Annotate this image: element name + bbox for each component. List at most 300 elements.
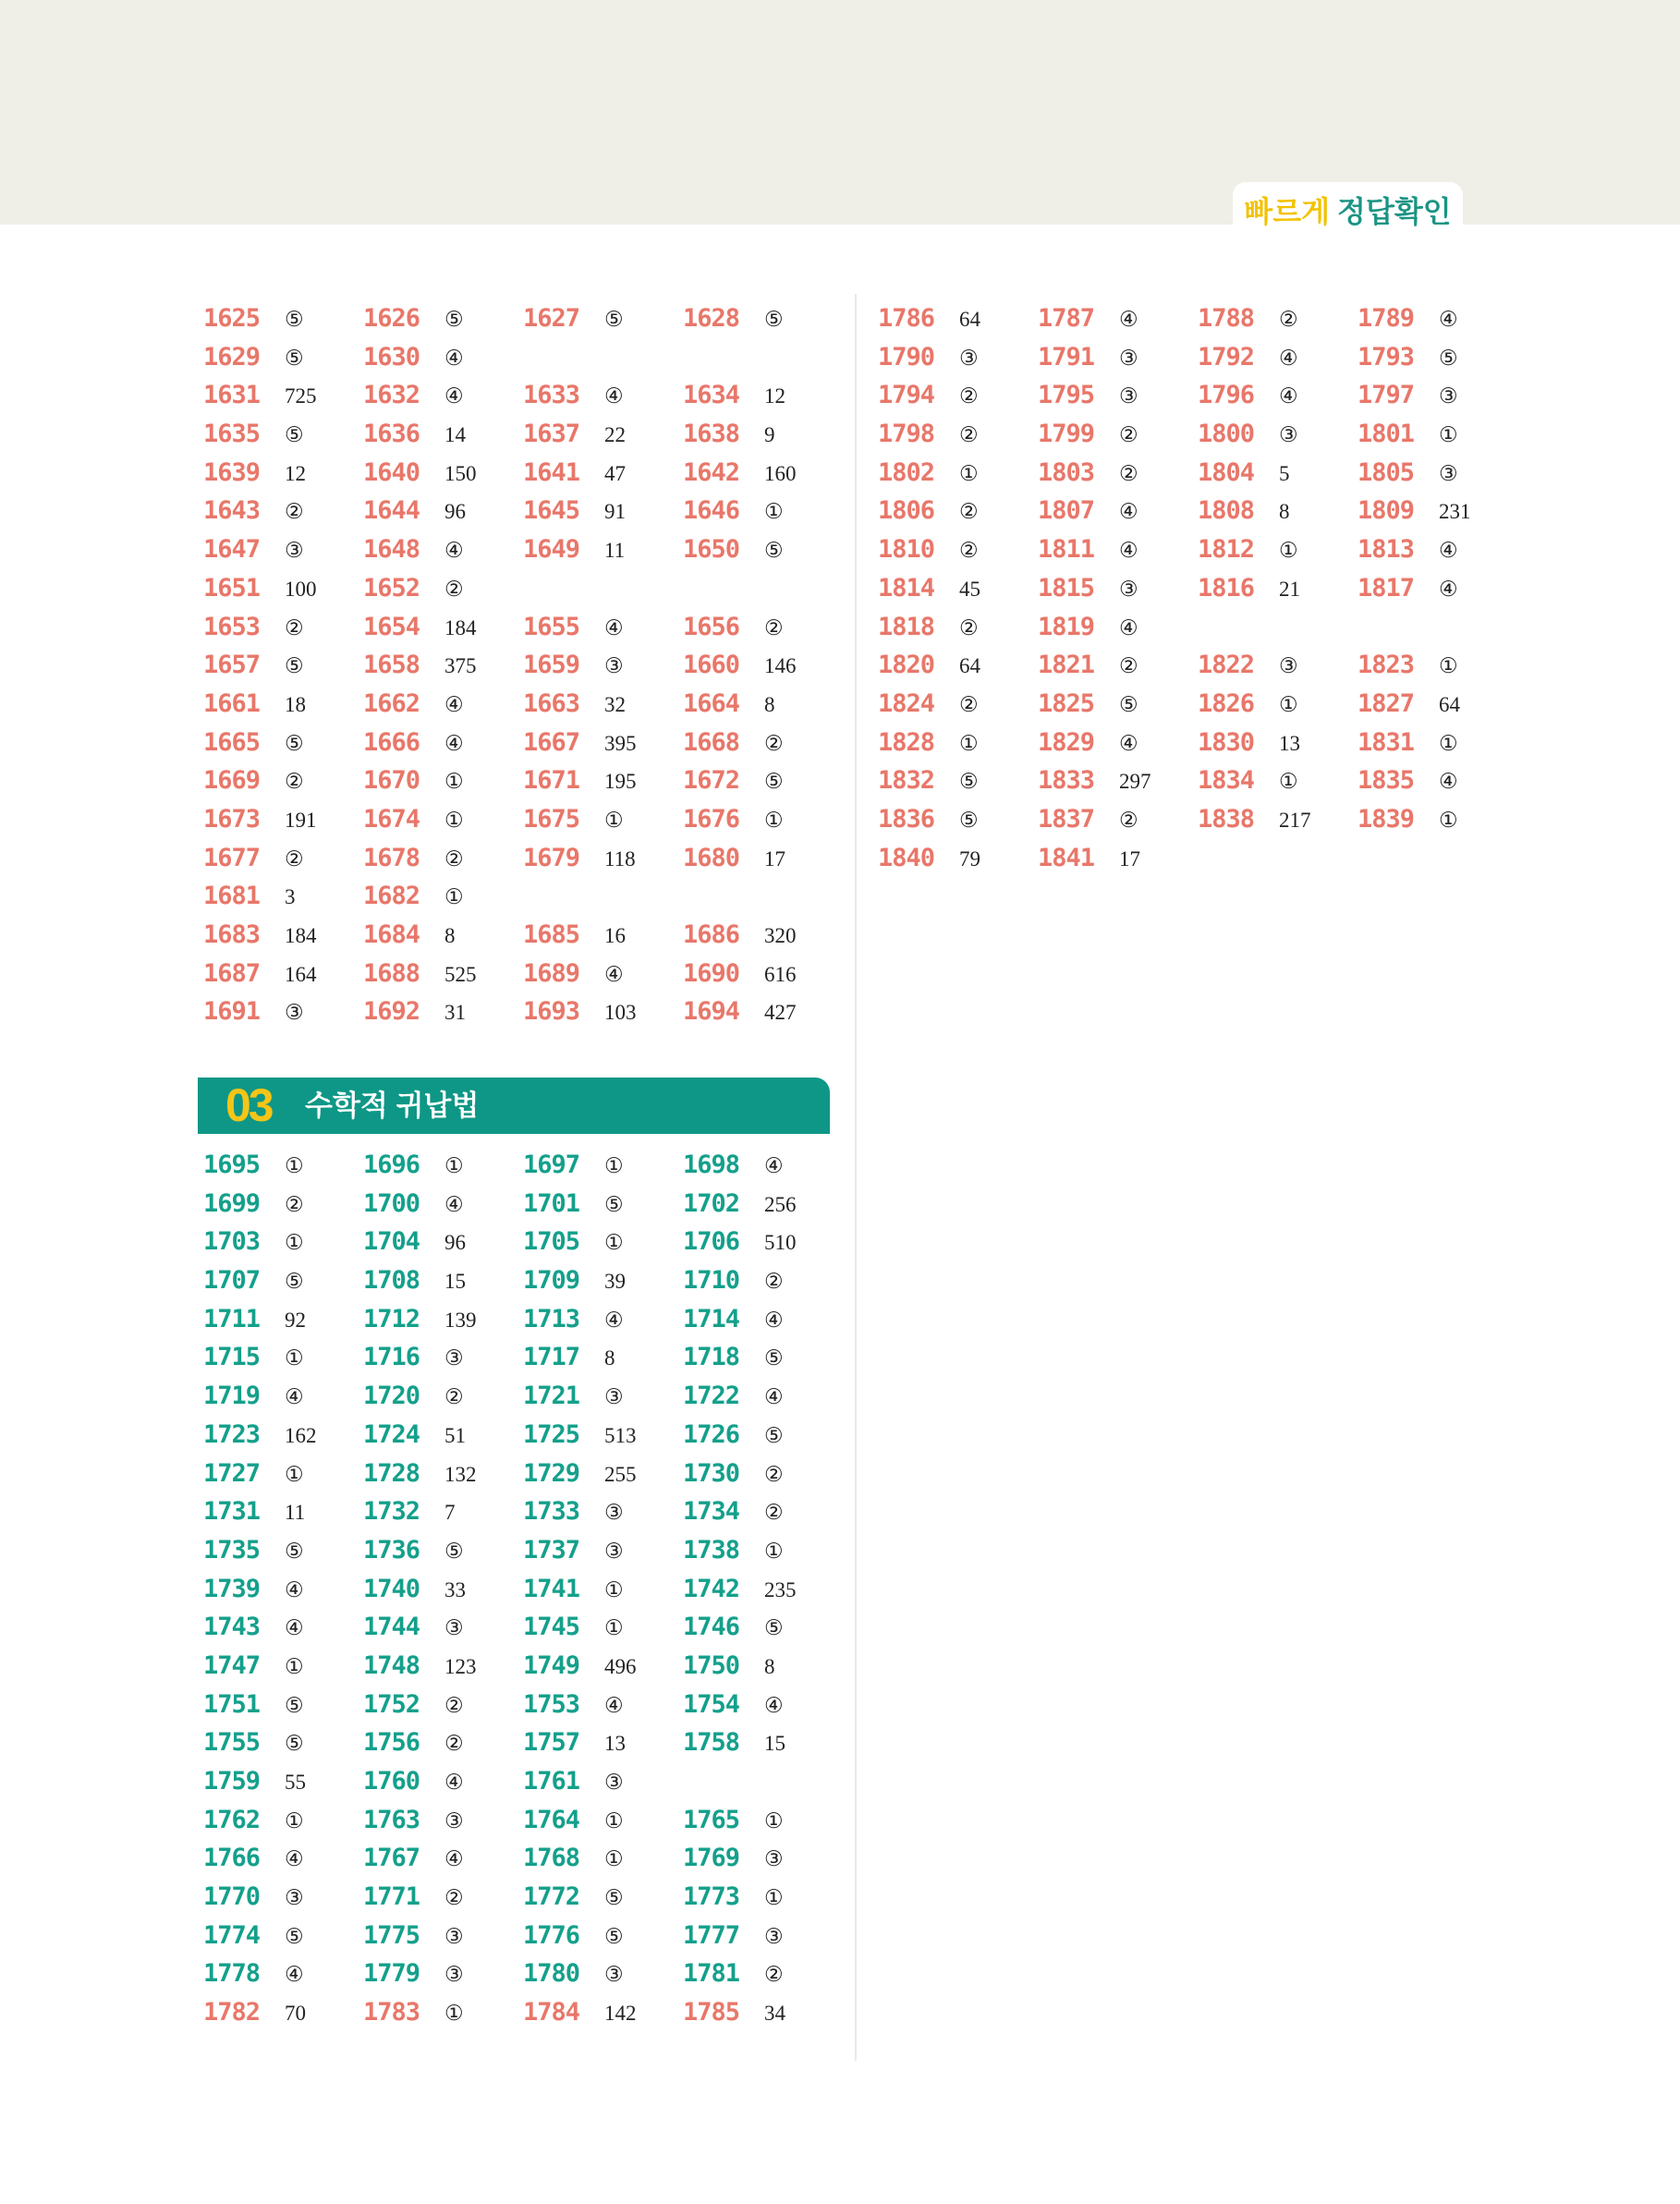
problem-number: 1640 xyxy=(363,457,420,487)
answer-entry xyxy=(523,1300,683,1343)
answer-entry xyxy=(203,992,363,1035)
answer-row xyxy=(878,569,1517,608)
answer-entry xyxy=(683,1261,843,1304)
answer-value: ⑤ xyxy=(764,1346,784,1370)
problem-number: 1702 xyxy=(683,1188,740,1218)
answer-value: 39 xyxy=(604,1270,626,1294)
answer-value: ④ xyxy=(604,962,624,986)
answer-value: ① xyxy=(1439,731,1458,755)
answer-value: ① xyxy=(764,1808,784,1833)
answer-entry xyxy=(523,1338,683,1381)
answer-value: ① xyxy=(764,1886,784,1910)
answer-entry xyxy=(683,1416,843,1458)
answer-value: ② xyxy=(1119,808,1138,832)
answer-value: ② xyxy=(959,500,979,524)
problem-number: 1739 xyxy=(203,1574,261,1603)
problem-number: 1837 xyxy=(1038,804,1095,834)
problem-number: 1699 xyxy=(203,1188,261,1218)
problem-number: 1745 xyxy=(523,1613,580,1642)
answer-entry xyxy=(363,1954,523,1997)
answer-entry xyxy=(1357,338,1517,381)
answer-entry xyxy=(523,1531,683,1574)
answer-value: 375 xyxy=(444,654,477,678)
answer-entry xyxy=(523,1686,683,1728)
section-header xyxy=(198,1078,830,1134)
answer-value: ① xyxy=(604,808,624,832)
answer-value: ④ xyxy=(444,539,464,563)
answer-row xyxy=(203,646,843,685)
answer-entry xyxy=(878,376,1038,419)
problem-number: 1653 xyxy=(203,612,261,641)
answer-entry xyxy=(363,1878,523,1920)
problem-number: 1679 xyxy=(523,843,580,872)
problem-number: 1754 xyxy=(683,1689,740,1719)
answer-value: 32 xyxy=(604,692,626,716)
answer-entry xyxy=(683,1723,843,1766)
column-divider xyxy=(855,294,857,2061)
problem-number: 1825 xyxy=(1038,688,1095,718)
answer-entry xyxy=(1198,415,1357,457)
problem-number: 1780 xyxy=(523,1959,580,1989)
answer-entry xyxy=(683,1146,843,1188)
problem-number: 1751 xyxy=(203,1689,261,1719)
problem-number: 1741 xyxy=(523,1574,580,1603)
answer-value: ② xyxy=(959,384,979,408)
answer-entry xyxy=(523,916,683,958)
problem-number: 1727 xyxy=(203,1458,261,1488)
answer-row xyxy=(203,1492,843,1531)
answer-entry xyxy=(203,376,363,419)
problem-number: 1686 xyxy=(683,920,740,949)
answer-row xyxy=(878,800,1517,839)
answer-entry xyxy=(683,1878,843,1920)
problem-number: 1713 xyxy=(523,1304,580,1333)
problem-number: 1667 xyxy=(523,727,580,757)
answer-value: 96 xyxy=(444,500,466,524)
answer-entry xyxy=(203,955,363,997)
problem-number: 1767 xyxy=(363,1844,420,1873)
answer-value: ③ xyxy=(444,1963,464,1987)
answer-row xyxy=(203,955,843,993)
answer-row xyxy=(878,724,1517,762)
problem-number: 1814 xyxy=(878,573,935,603)
answer-row xyxy=(878,839,1517,878)
answer-value: ⑤ xyxy=(604,1924,624,1948)
problem-number: 1695 xyxy=(203,1151,261,1179)
problem-number: 1798 xyxy=(878,420,935,449)
problem-number: 1708 xyxy=(363,1266,420,1296)
answer-entry xyxy=(1198,724,1357,766)
answer-value: ① xyxy=(285,1808,304,1833)
answer-value: ② xyxy=(764,1462,784,1486)
answer-value: ① xyxy=(285,1346,304,1370)
answer-value: 195 xyxy=(604,770,637,794)
problem-number: 1810 xyxy=(878,535,935,565)
answer-value: 427 xyxy=(764,1001,797,1025)
problem-number: 1662 xyxy=(363,688,420,718)
answer-entry xyxy=(203,415,363,457)
answer-value: ④ xyxy=(444,1847,464,1871)
answer-value: 18 xyxy=(285,692,306,716)
problem-number: 1676 xyxy=(683,804,740,834)
problem-number: 1638 xyxy=(683,420,740,449)
answer-entry xyxy=(203,1762,363,1805)
answer-entry xyxy=(363,800,523,843)
answer-value: 162 xyxy=(285,1423,317,1447)
answer-entry xyxy=(363,1917,523,1959)
answer-row xyxy=(203,1917,843,1955)
answer-value: ② xyxy=(444,1886,464,1910)
answer-row xyxy=(203,1762,843,1801)
answer-value: 184 xyxy=(285,924,317,947)
problem-number: 1639 xyxy=(203,457,261,487)
problem-number: 1775 xyxy=(363,1920,420,1950)
problem-number: 1755 xyxy=(203,1728,261,1758)
answer-entry xyxy=(878,569,1038,612)
answer-value: 13 xyxy=(1279,731,1300,755)
problem-number: 1707 xyxy=(203,1266,261,1296)
answer-value: 525 xyxy=(444,962,477,986)
problem-number: 1633 xyxy=(523,381,580,410)
answer-value: 164 xyxy=(285,962,317,986)
answer-value: 513 xyxy=(604,1423,637,1447)
answer-entry xyxy=(523,530,683,573)
answer-entry xyxy=(363,415,523,457)
answer-value: 103 xyxy=(604,1001,637,1025)
answer-value: 11 xyxy=(604,539,626,563)
problem-number: 1690 xyxy=(683,958,740,988)
problem-number: 1697 xyxy=(523,1151,580,1179)
answer-entry xyxy=(683,1300,843,1343)
problem-number: 1658 xyxy=(363,651,420,680)
problem-number: 1700 xyxy=(363,1188,420,1218)
problem-number: 1829 xyxy=(1038,727,1095,757)
answer-entry xyxy=(1038,646,1198,688)
answer-value: 51 xyxy=(444,1423,466,1447)
answer-value: 118 xyxy=(604,846,636,871)
answer-entry xyxy=(683,1185,843,1227)
answer-row xyxy=(203,1839,843,1878)
answer-entry xyxy=(683,1954,843,1997)
problem-number: 1792 xyxy=(1198,342,1255,371)
answer-entry xyxy=(203,1917,363,1959)
answer-entry xyxy=(203,1146,363,1188)
problem-number: 1823 xyxy=(1357,651,1415,680)
answer-value: ⑤ xyxy=(764,1616,784,1640)
answer-value: ④ xyxy=(764,1693,784,1717)
answer-entry xyxy=(683,492,843,534)
answer-value: 123 xyxy=(444,1654,477,1678)
problem-number: 1826 xyxy=(1198,688,1255,718)
problem-number: 1783 xyxy=(363,1998,420,2027)
problem-number: 1648 xyxy=(363,535,420,565)
answer-value: ⑤ xyxy=(764,1423,784,1447)
problem-number: 1749 xyxy=(523,1650,580,1680)
problem-number: 1838 xyxy=(1198,804,1255,834)
problem-number: 1774 xyxy=(203,1920,261,1950)
answer-value: ② xyxy=(285,846,304,871)
answer-entry xyxy=(523,1647,683,1689)
answer-value: 21 xyxy=(1279,577,1300,601)
answer-value: ① xyxy=(285,1654,304,1678)
answer-value: 5 xyxy=(1279,461,1290,485)
problem-number: 1722 xyxy=(683,1382,740,1411)
problem-number: 1833 xyxy=(1038,766,1095,796)
answer-value: ④ xyxy=(604,1693,624,1717)
answer-value: ② xyxy=(764,1963,784,1987)
answer-entry xyxy=(683,1338,843,1381)
answer-value: ③ xyxy=(604,1501,624,1525)
problem-number: 1743 xyxy=(203,1613,261,1642)
answer-value: 12 xyxy=(764,384,785,408)
answer-entry xyxy=(1357,376,1517,419)
answer-entry xyxy=(1038,376,1198,419)
answer-entry xyxy=(203,1993,363,2036)
answer-value: ⑤ xyxy=(285,308,304,331)
answer-block-red-bottom xyxy=(203,1993,843,2032)
answer-entry xyxy=(878,415,1038,457)
answer-entry xyxy=(523,1570,683,1613)
answer-entry xyxy=(363,916,523,958)
answer-row xyxy=(203,1377,843,1416)
answer-entry xyxy=(683,646,843,688)
answer-value: ② xyxy=(959,692,979,716)
answer-value: ④ xyxy=(444,1192,464,1216)
answer-entry xyxy=(363,1686,523,1728)
problem-number: 1769 xyxy=(683,1844,740,1873)
answer-value: ② xyxy=(444,1693,464,1717)
answer-entry xyxy=(1357,646,1517,688)
answer-entry xyxy=(683,1377,843,1419)
problem-number: 1796 xyxy=(1198,381,1255,410)
problem-number: 1641 xyxy=(523,457,580,487)
problem-number: 1832 xyxy=(878,766,935,796)
answer-entry xyxy=(1038,299,1198,342)
answer-value: ③ xyxy=(1279,423,1298,447)
answer-value: ④ xyxy=(444,1771,464,1794)
answer-row xyxy=(203,1146,843,1185)
answer-entry xyxy=(1357,685,1517,727)
answer-row xyxy=(203,1300,843,1339)
answer-value: ⑤ xyxy=(1119,692,1138,716)
answer-value: ③ xyxy=(1119,577,1138,601)
answer-value: ② xyxy=(285,615,304,639)
answer-value: 9 xyxy=(764,423,775,447)
answer-value: ② xyxy=(444,846,464,871)
answer-row xyxy=(203,1185,843,1224)
answer-value: ① xyxy=(959,731,979,755)
answer-entry xyxy=(523,955,683,997)
answer-value: ④ xyxy=(1119,615,1138,639)
problem-number: 1746 xyxy=(683,1613,740,1642)
answer-entry xyxy=(1198,646,1357,688)
answer-entry xyxy=(683,1686,843,1728)
problem-number: 1712 xyxy=(363,1304,420,1333)
answer-entry xyxy=(363,877,523,919)
answer-entry xyxy=(523,1146,683,1188)
problem-number: 1772 xyxy=(523,1882,580,1912)
answer-entry xyxy=(363,299,523,342)
answer-entry xyxy=(363,608,523,651)
answer-entry xyxy=(363,1377,523,1419)
answer-row xyxy=(203,1647,843,1686)
problem-number: 1723 xyxy=(203,1419,261,1449)
answer-entry xyxy=(523,646,683,688)
answer-row xyxy=(878,454,1517,493)
problem-number: 1816 xyxy=(1198,573,1255,603)
answer-entry xyxy=(683,1839,843,1881)
answer-value: 70 xyxy=(285,2002,306,2025)
answer-value: ④ xyxy=(1439,770,1458,794)
answer-value: ① xyxy=(1279,770,1298,794)
answer-entry xyxy=(683,1801,843,1844)
problem-number: 1782 xyxy=(203,1998,261,2027)
problem-number: 1813 xyxy=(1357,535,1415,565)
problem-number: 1680 xyxy=(683,843,740,872)
problem-number: 1643 xyxy=(203,496,261,526)
answer-value: 91 xyxy=(604,500,626,524)
answer-value: ① xyxy=(764,1539,784,1563)
problem-number: 1677 xyxy=(203,843,261,872)
answer-entry xyxy=(1038,608,1198,651)
answer-row xyxy=(203,1686,843,1724)
problem-number: 1758 xyxy=(683,1728,740,1758)
answer-entry xyxy=(203,1531,363,1574)
answer-value: ② xyxy=(764,1270,784,1294)
answer-entry xyxy=(1038,415,1198,457)
answer-value: ① xyxy=(604,1231,624,1255)
answer-row xyxy=(203,1531,843,1570)
answer-value: 142 xyxy=(604,2002,637,2025)
problem-number: 1731 xyxy=(203,1497,261,1527)
answer-entry xyxy=(1038,454,1198,496)
answer-entry xyxy=(363,569,523,612)
answer-entry xyxy=(363,1492,523,1535)
answer-value: ③ xyxy=(1119,346,1138,370)
problem-number: 1797 xyxy=(1357,381,1415,410)
problem-number: 1703 xyxy=(203,1227,261,1257)
problem-number: 1764 xyxy=(523,1805,580,1834)
answer-entry xyxy=(878,338,1038,381)
problem-number: 1778 xyxy=(203,1959,261,1989)
answer-entry xyxy=(1198,530,1357,573)
answer-value: ③ xyxy=(1119,384,1138,408)
answer-value: ① xyxy=(444,885,464,909)
answer-row xyxy=(203,1801,843,1840)
problem-number: 1733 xyxy=(523,1497,580,1527)
answer-value: ① xyxy=(764,808,784,832)
answer-entry xyxy=(1198,800,1357,843)
answer-entry xyxy=(523,685,683,727)
answer-entry xyxy=(203,877,363,919)
answer-value: 139 xyxy=(444,1308,477,1332)
answer-entry xyxy=(523,800,683,843)
problem-number: 1724 xyxy=(363,1419,420,1449)
problem-number: 1645 xyxy=(523,496,580,526)
answer-value: ① xyxy=(1439,423,1458,447)
answer-row xyxy=(203,877,843,916)
answer-entry xyxy=(523,1762,683,1805)
answer-row xyxy=(203,299,843,338)
answer-value: ④ xyxy=(1279,346,1298,370)
problem-number: 1709 xyxy=(523,1266,580,1296)
tab-label-part1: 빠르게 xyxy=(1244,195,1331,228)
answer-entry xyxy=(1357,761,1517,804)
problem-number: 1635 xyxy=(203,420,261,449)
answer-value: 150 xyxy=(444,461,477,485)
answer-row xyxy=(203,376,843,415)
answer-value: ③ xyxy=(604,1539,624,1563)
problem-number: 1705 xyxy=(523,1227,580,1257)
answer-entry xyxy=(878,839,1038,882)
answer-entry xyxy=(683,299,843,342)
answer-value: ④ xyxy=(285,1577,304,1601)
answer-entry xyxy=(683,1917,843,1959)
answer-value: ③ xyxy=(285,1886,304,1910)
problem-number: 1670 xyxy=(363,766,420,796)
problem-number: 1644 xyxy=(363,496,420,526)
answer-row xyxy=(878,761,1517,800)
problem-number: 1664 xyxy=(683,688,740,718)
answer-entry xyxy=(683,1608,843,1650)
answer-entry xyxy=(523,492,683,534)
problem-number: 1725 xyxy=(523,1419,580,1449)
answer-entry xyxy=(523,299,683,342)
problem-number: 1654 xyxy=(363,612,420,641)
answer-entry xyxy=(363,1455,523,1497)
answer-row xyxy=(203,569,843,608)
answer-entry xyxy=(1357,415,1517,457)
answer-value: 31 xyxy=(444,1001,466,1025)
answer-value: 15 xyxy=(444,1270,466,1294)
answer-value: 12 xyxy=(285,461,306,485)
answer-value: 3 xyxy=(285,885,296,909)
problem-number: 1799 xyxy=(1038,420,1095,449)
problem-number: 1737 xyxy=(523,1535,580,1565)
problem-number: 1696 xyxy=(363,1151,420,1179)
answer-value: ④ xyxy=(604,384,624,408)
problem-number: 1806 xyxy=(878,496,935,526)
answer-value: ④ xyxy=(764,1154,784,1177)
answer-value: 16 xyxy=(604,924,626,947)
problem-number: 1673 xyxy=(203,804,261,834)
answer-entry xyxy=(1038,530,1198,573)
problem-number: 1835 xyxy=(1357,766,1415,796)
answer-entry xyxy=(523,415,683,457)
problem-number: 1732 xyxy=(363,1497,420,1527)
answer-entry xyxy=(203,492,363,534)
problem-number: 1656 xyxy=(683,612,740,641)
answer-entry xyxy=(363,1839,523,1881)
answer-value: ② xyxy=(285,500,304,524)
problem-number: 1628 xyxy=(683,304,740,333)
problem-number: 1729 xyxy=(523,1458,580,1488)
answer-entry xyxy=(203,454,363,496)
answer-value: ③ xyxy=(444,1924,464,1948)
answer-entry xyxy=(203,1223,363,1265)
answer-entry xyxy=(203,608,363,651)
answer-value: 191 xyxy=(285,808,317,832)
answer-entry xyxy=(203,530,363,573)
answer-value: 8 xyxy=(604,1346,615,1370)
problem-number: 1636 xyxy=(363,420,420,449)
answer-row xyxy=(878,646,1517,685)
answer-value: ④ xyxy=(285,1616,304,1640)
problem-number: 1652 xyxy=(363,573,420,603)
problem-number: 1661 xyxy=(203,688,261,718)
answer-value: ② xyxy=(1279,308,1298,331)
answer-entry xyxy=(363,492,523,534)
